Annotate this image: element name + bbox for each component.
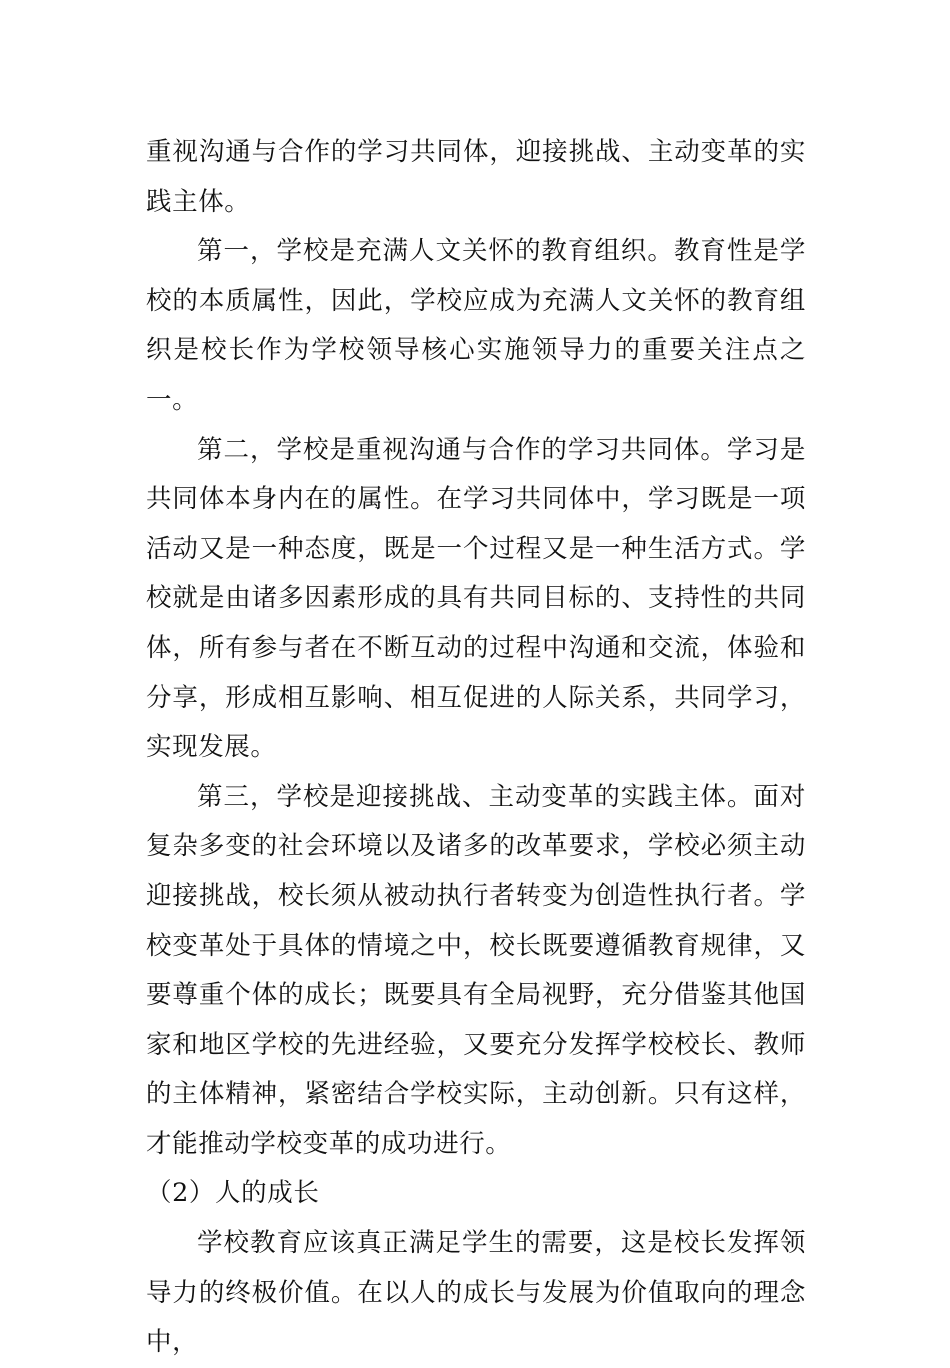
paragraph-second-point: 第二，学校是重视沟通与合作的学习共同体。学习是共同体本身内在的属性。在学习共同体中，学习既是一项活动又是一种态度，既是一个过程又是一种生活方式。学校就是由诸多因素形成的具有共同目标的、支持性的共同体，所有参与者在不断互动的过程中沟通和交流，体验和分享，形成相互影响、相互促进的人际关系，共同学习，实现发展。 [146, 434, 806, 763]
paragraph-first-point: 第一，学校是充满人文关怀的教育组织。教育性是学校的本质属性，因此，学校应成为充满人文关怀的教育组织是校长作为学校领导核心实施领导力的重要关注点之一。 [146, 236, 806, 415]
paragraph-third-point: 第三，学校是迎接挑战、主动变革的实践主体。面对复杂多变的社会环境以及诸多的改革要求，学校必须主动迎接挑战，校长须从被动执行者转变为创造性执行者。学校变革处于具体的情境之中，校长既要遵循教育规律，又要尊重个体的成长；既要具有全局视野，充分借鉴其他国家和地区学校的先进经验，又要充分发挥学校校长、教师的主体精神，紧密结合学校实际，主动创新。只有这样，才能推动学校变革的成功进行。 [146, 781, 806, 1159]
paragraph-continuation: 重视沟通与合作的学习共同体，迎接挑战、主动变革的实践主体。 [146, 137, 806, 217]
section-heading: （2）人的成长 [146, 1178, 320, 1209]
paragraph-human-growth: 学校教育应该真正满足学生的需要，这是校长发挥领导力的终极价值。在以人的成长与发展为价值取向的理念中， [146, 1228, 806, 1358]
document-body [146, 128, 806, 1368]
